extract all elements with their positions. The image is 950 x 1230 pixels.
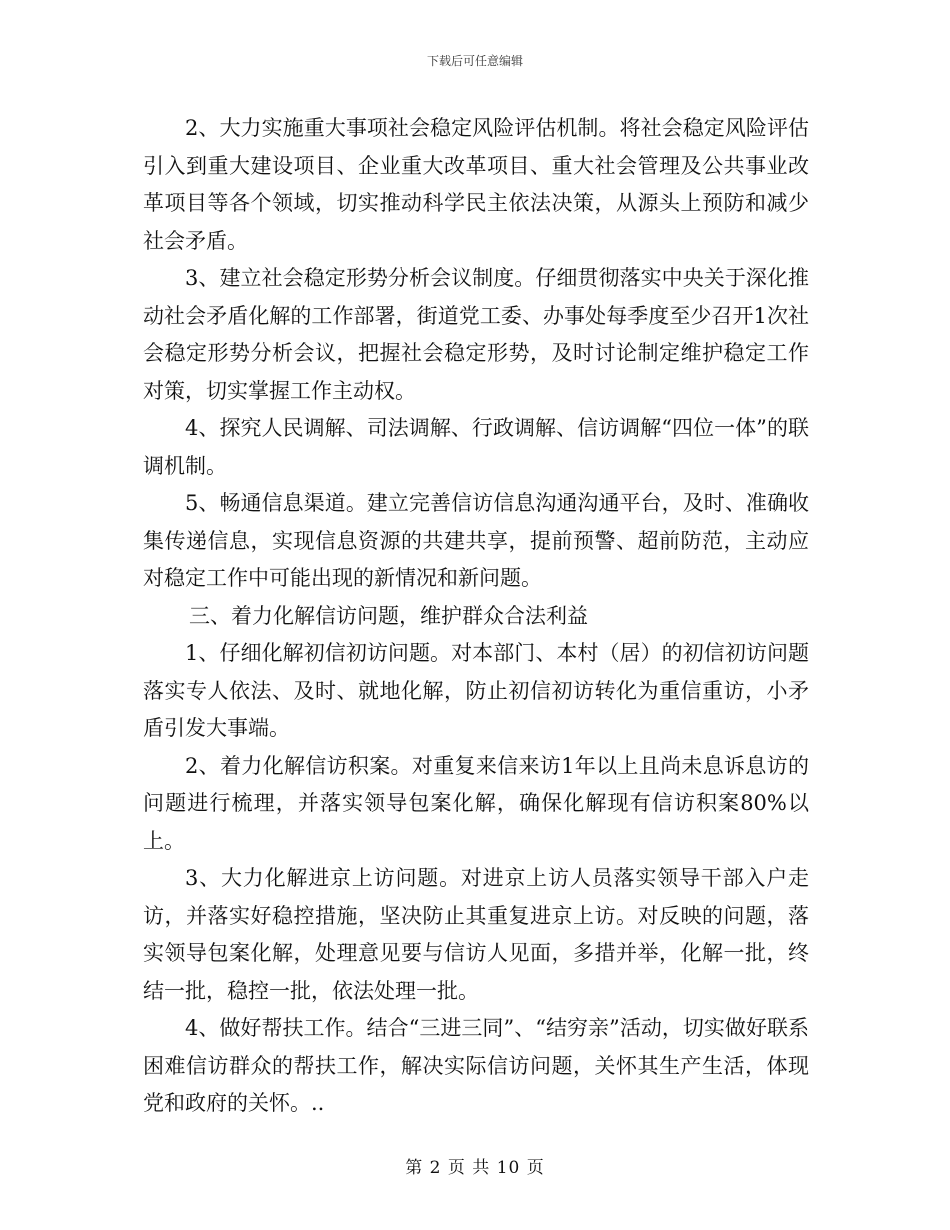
page-number: 第 2 页 共 10 页 (405, 1158, 545, 1178)
page-header: 下载后可任意编辑 (426, 54, 523, 68)
paragraph-information-channels: 5、畅通信息渠道。建立完善信访信息沟通沟通平台，及时、准确收集传递信息，实现信息资源的共建共享，提前预警、超前防范，主动应对稳定工作中可能出现的新情况和新问题。 (143, 491, 809, 590)
document-body (143, 110, 809, 1123)
section-heading: 三、着力化解信访问题，维护群众合法利益 (189, 603, 588, 628)
paragraph-risk-assessment: 2、大力实施重大事项社会稳定风险评估机制。将社会稳定风险评估引入到重大建设项目、企业重大改革项目、重大社会管理及公共事业改革项目等各个领域，切实推动科学民主依法决策，从源头上预防和减少社会矛盾。 (143, 116, 809, 253)
paragraph-mediation-mechanism: 4、探究人民调解、司法调解、行政调解、信访调解“四位一体”的联调机制。 (143, 416, 809, 478)
paragraph-backlog-cases: 2、着力化解信访积案。对重复来信来访1年以上且尚未息诉息访的问题进行梳理，并落实领导包案化解，确保化解现有信访积案80%以上。 (143, 753, 809, 853)
paragraph-beijing-petitions: 3、大力化解进京上访问题。对进京上访人员落实领导干部入户走访，并落实好稳控措施，坚决防止其重复进京上访。对反映的问题，落实领导包案化解，处理意见要与信访人见面，多措并举，化解一批，终结一批，稳控一批，依法处理一批。 (143, 866, 809, 1003)
paragraph-assistance-work: 4、做好帮扶工作。结合“三进三同”、“结穷亲”活动，切实做好联系困难信访群众的帮扶工作，解决实际信访问题，关怀其生产生活，体现党和政府的关怀。.. (143, 1016, 809, 1115)
paragraph-initial-petitions: 1、仔细化解初信初访问题。对本部门、本村（居）的初信初访问题落实专人依法、及时、就地化解，防止初信初访转化为重信重访，小矛盾引发大事端。 (143, 641, 809, 740)
paragraph-stability-meeting: 3、建立社会稳定形势分析会议制度。仔细贯彻落实中央关于深化推动社会矛盾化解的工作部署，街道党工委、办事处每季度至少召开1次社会稳定形势分析会议，把握社会稳定形势，及时讨论制定维护稳定工作对策，切实掌握工作主动权。 (143, 266, 809, 403)
